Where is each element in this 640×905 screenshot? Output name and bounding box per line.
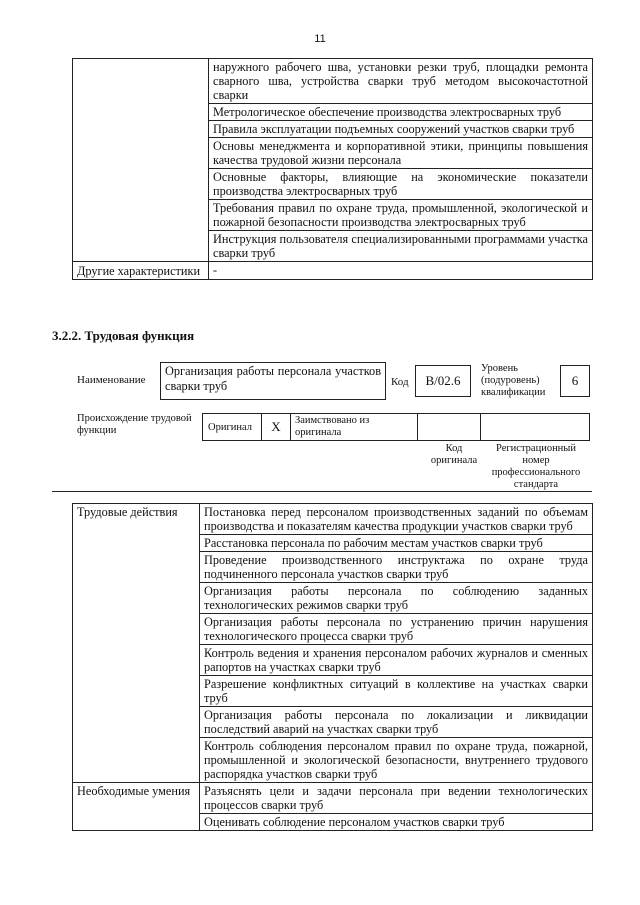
origin-row — [202, 413, 589, 441]
list-item: Организация работы персонала по локализации и ликвидации последствий аварий на участках сварки труб — [200, 707, 593, 738]
table-row — [73, 504, 593, 535]
row-content-cell: Правила эксплуатации подъемных сооружений участков сварки труб — [209, 121, 593, 138]
row-content-cell: наружного рабочего шва, установки резки труб, площадки ремонта сварного шва, устройства сварки труб методом высокочастотной сварки — [209, 59, 593, 104]
continuation-table — [72, 58, 593, 280]
origin-code-cell — [417, 413, 481, 441]
row-label-cell — [73, 121, 209, 138]
row-label-cell — [73, 138, 209, 169]
table-row — [73, 104, 593, 121]
list-item: Оценивать соблюдение персоналом участков сварки труб — [200, 814, 593, 831]
qualification-level-box: 6 — [560, 365, 590, 397]
origin-label: Происхождение трудовой функции — [77, 413, 192, 436]
row-label-cell: Другие характеристики — [73, 262, 209, 280]
origin-code-caption: Код оригинала — [430, 443, 478, 466]
origin-borrowed-cell: Заимствовано из оригинала — [290, 413, 418, 441]
origin-original-cell: Оригинал — [202, 413, 262, 441]
row-label-cell — [73, 59, 209, 104]
group-label-cell: Трудовые действия — [73, 504, 200, 783]
level-label: Уровень (подуровень) квалификации — [481, 363, 546, 398]
function-name-box: Организация работы персонала участков сварки труб — [160, 362, 386, 400]
function-table — [72, 503, 593, 831]
list-item: Разъяснять цели и задачи персонала при ведении технологических процессов сварки труб — [200, 783, 593, 814]
code-label: Код — [391, 376, 409, 388]
divider — [52, 491, 592, 492]
row-label-cell — [73, 231, 209, 262]
table-row — [73, 783, 593, 814]
list-item: Постановка перед персоналом производственных заданий по объемам производства и показателям качества продукции участков сварки труб — [200, 504, 593, 535]
row-content-cell: Метрологическое обеспечение производства электросварных труб — [209, 104, 593, 121]
origin-mark-cell: X — [261, 413, 291, 441]
table-row — [73, 138, 593, 169]
section-title: 3.2.2. Трудовая функция — [52, 328, 195, 343]
row-content-cell: Основы менеджмента и корпоративной этики, принципы повышения качества трудовой жизни персонала — [209, 138, 593, 169]
page-number: 11 — [314, 33, 326, 45]
list-item: Контроль ведения и хранения персоналом рабочих журналов и сменных рапортов на участках сварки труб — [200, 645, 593, 676]
row-content-cell: Инструкция пользователя специализированными программами участка сварки труб — [209, 231, 593, 262]
row-label-cell — [73, 169, 209, 200]
list-item: Контроль соблюдения персоналом правил по охране труда, пожарной, промышленной и экологической безопасности, внутреннего трудового распорядка участков сварки труб — [200, 738, 593, 783]
table-row — [73, 231, 593, 262]
origin-reg-cell — [480, 413, 590, 441]
list-item: Разрешение конфликтных ситуаций в коллективе на участках сварки труб — [200, 676, 593, 707]
table-row — [73, 59, 593, 104]
name-label: Наименование — [77, 374, 146, 386]
row-label-cell — [73, 200, 209, 231]
row-content-cell: Основные факторы, влияющие на экономические показатели производства электросварных труб — [209, 169, 593, 200]
list-item: Организация работы персонала по устранению причин нарушения технологического процесса сварки труб — [200, 614, 593, 645]
row-content-cell: - — [209, 262, 593, 280]
origin-reg-caption: Регистрационный номер профессионального стандарта — [491, 443, 581, 490]
list-item: Организация работы персонала по соблюдению заданных технологических режимов сварки труб — [200, 583, 593, 614]
list-item: Расстановка персонала по рабочим местам участков сварки труб — [200, 535, 593, 552]
table-row — [73, 121, 593, 138]
table-row — [73, 169, 593, 200]
function-code-box: B/02.6 — [415, 365, 471, 397]
table-row — [73, 262, 593, 280]
row-content-cell: Требования правил по охране труда, промышленной, экологической и пожарной безопасности производства электросварных труб — [209, 200, 593, 231]
table-row — [73, 200, 593, 231]
group-label-cell: Необходимые умения — [73, 783, 200, 831]
list-item: Проведение производственного инструктажа по охране труда подчиненного персонала участков сварки труб — [200, 552, 593, 583]
row-label-cell — [73, 104, 209, 121]
